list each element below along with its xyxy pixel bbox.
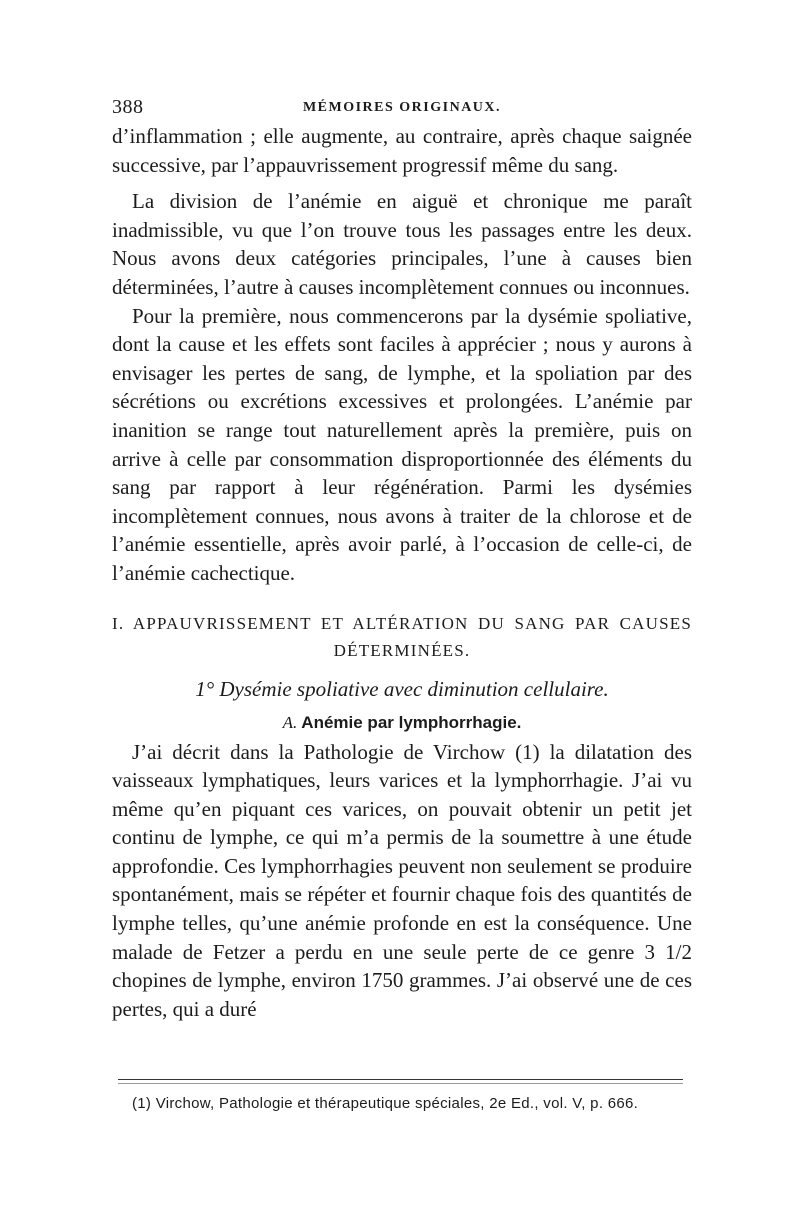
paragraph-2: La division de l’anémie en aiguë et chronique me paraît inadmissible, vu que l’on trouve tous les passages entre les deux. Nous avons deux catégories principales, l’une à causes bien déterminées, l’autre à causes incomplètement connues ou inconnues.: [112, 189, 692, 299]
page-header: [112, 96, 692, 122]
running-head: MÉMOIRES ORIGINAUX.: [302, 100, 502, 115]
section-heading: [112, 610, 692, 664]
section-heading-line-1: I. APPAUVRISSEMENT ET ALTÉRATION DU SANG PAR CAUSES: [112, 613, 692, 633]
page-number: 388: [112, 96, 144, 118]
subsection-heading: 1° Dysémie spoliative avec diminution cellulaire.: [195, 676, 609, 701]
subsubsection-heading: [112, 708, 692, 738]
footnote: (1) Virchow, Pathologie et thérapeutique spéciales, 2e Ed., vol. V, p. 666.: [132, 1095, 639, 1112]
paragraph-1: d’inflammation ; elle augmente, au contraire, après chaque saignée successive, par l’appauvrissement progressif même du sang.: [112, 124, 692, 177]
subsubsection-letter: A.: [282, 712, 298, 732]
paragraph-4: J’ai décrit dans la Pathologie de Virchow (1) la dilatation des vaisseaux lymphatiques, leurs varices et la lymphorrhagie. J’ai vu même qu’en piquant ces varices, on pouvait obtenir un petit jet continu de lymphe, ce qui m’a permis de la soumettre à une étude approfondie. Ces lymphorrhagies peuvent non seulement se produire spontanément, mais se répéter et fournir chaque fois des quantités de lymphe telles, qu’une anémie profonde en est la conséquence. Une malade de Fetzer a perdu en une seule perte de ce genre 3 1/2 chopines de lymphe, environ 1750 grammes. J’ai observé une de ces pertes, qui a duré: [112, 739, 692, 1021]
subsubsection-title: Anémie par lymphorrhagie.: [301, 712, 522, 732]
paragraph-3: Pour la première, nous commencerons par la dysémie spoliative, dont la cause et les effets sont faciles à apprécier ; nous y aurons à envisager les pertes de sang, de lymphe, et la spoliation par des sécrétions ou excrétions excessives et prolongées. L’anémie par inanition se range tout naturellement après la première, puis on arrive à celle par consommation disproportionnée des éléments du sang par rapport à leur régénération. Parmi les dysémies incomplètement connues, nous avons à traiter de la chlorose et de l’anémie essentielle, après avoir parlé, à l’occasion de celle-ci, de l’anémie cachectique.: [112, 303, 692, 585]
footnote-rule-secondary: [118, 1083, 683, 1084]
page: [112, 96, 692, 1023]
body-text: [112, 122, 692, 1023]
section-heading-line-2: DÉTERMINÉES.: [333, 640, 471, 660]
footnote-rule: [118, 1079, 683, 1080]
